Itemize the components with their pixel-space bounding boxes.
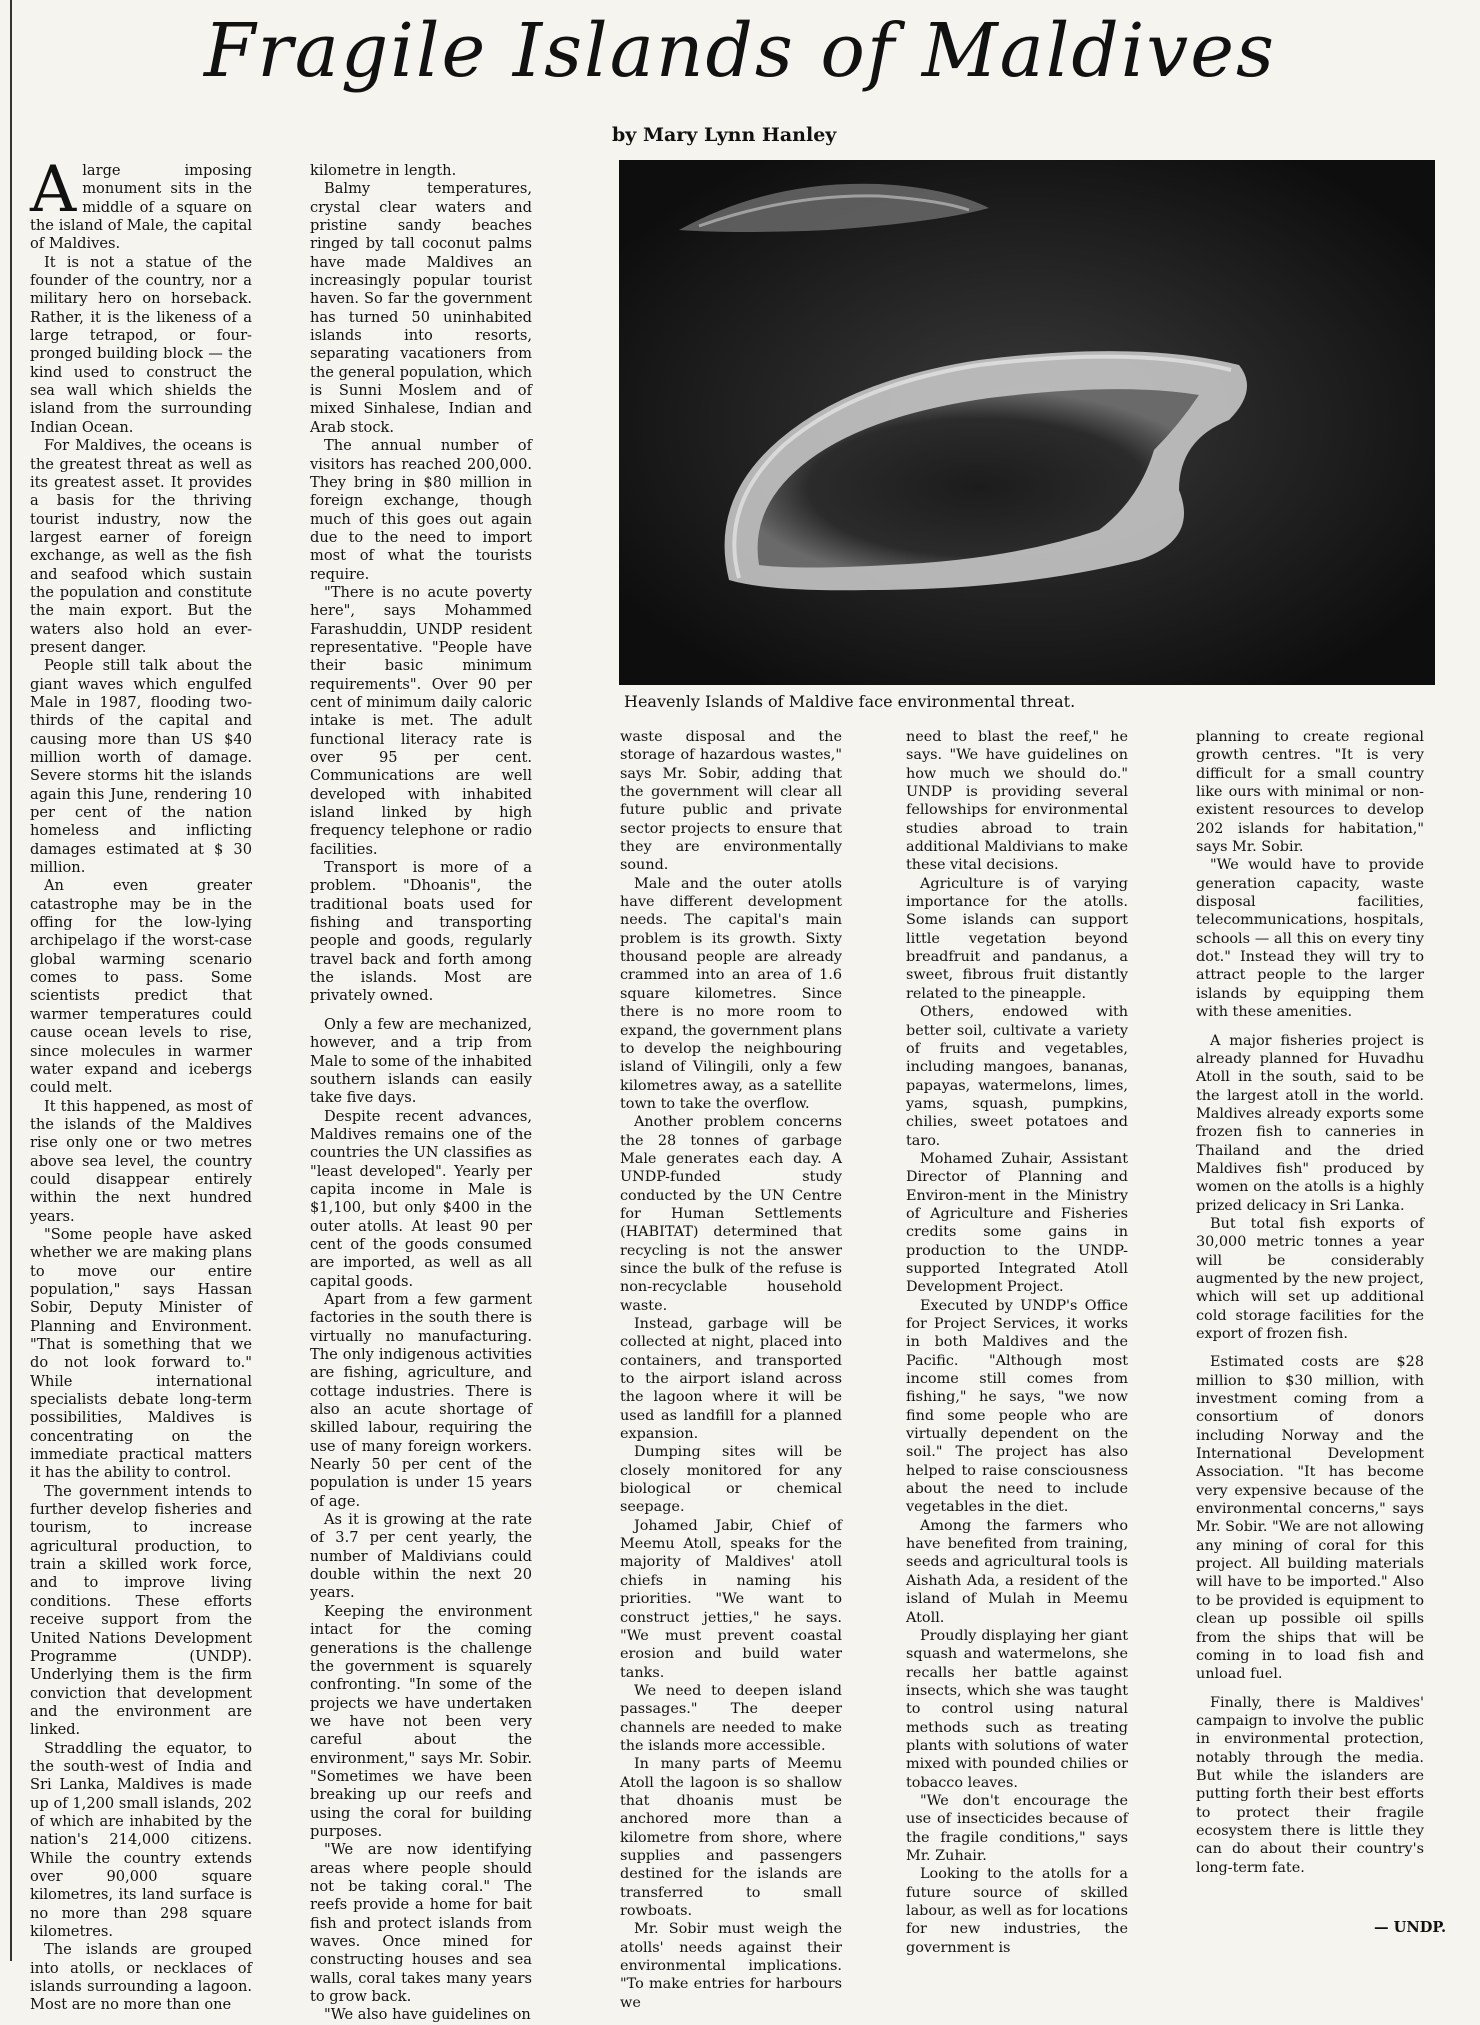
paragraph: "We would have to provide generation capacity, waste disposal facilities, telecommunications, hospitals, schools — all this on every tiny dot." Instead they will try to attract people to the larger islands by equipping them with these amenities. bbox=[1196, 857, 1424, 1021]
byline: by Mary Lynn Hanley bbox=[612, 124, 837, 146]
column-5 bbox=[1196, 728, 1424, 1938]
paragraph: Instead, garbage will be collected at night, placed into containers, and transported to the airport island across the lagoon where it will be used as landfill for a planned expansion. bbox=[620, 1316, 842, 1443]
paragraph: Another problem concerns the 28 tonnes of garbage Male generates each day. A UNDP-funded study conducted by the UN Centre for Human Settlements (HABITAT) determined that recycling is not the answer since the bulk of the refuse is non-recyclable household waste. bbox=[620, 1114, 842, 1314]
drop-cap: A bbox=[30, 153, 77, 227]
paragraph: People still talk about the giant waves which engulfed Male in 1987, flooding two-thirds of the capital and causing more than US $40 million worth of damage. Severe storms hit the islands again this June, rendering 10 per cent of the nation homeless and inflicting damages estimated at $ 30 million. bbox=[30, 657, 252, 877]
column-2 bbox=[310, 162, 532, 2024]
paragraph: Only a few are mechanized, however, and a trip from Male to some of the inhabited southern islands can easily take five days. bbox=[310, 1015, 532, 1107]
paragraph: Mr. Sobir must weigh the atolls' needs against their environmental implications. "To make entries for harbours we bbox=[620, 1921, 842, 2011]
column-1 bbox=[30, 153, 252, 2014]
paragraph: Transport is more of a problem. "Dhoanis", the traditional boats used for fishing and transporting people and goods, regularly travel back and forth among the islands. Most are privately owned. bbox=[310, 859, 532, 1005]
paragraph: For Maldives, the oceans is the greatest threat as well as its greatest asset. It provides a basis for the thriving tourist industry, now the largest earner of foreign exchange, as well as the fish and seafood which sustain the population and constitute the main export. But the waters also hold an ever-present danger. bbox=[30, 437, 252, 656]
paragraph: Finally, there is Maldives' campaign to involve the public in environmental protection, notably through the media. But while the islanders are putting forth their best efforts to protect their fragile ecosystem there is little they can do about their country's long-term fate. bbox=[1196, 1694, 1424, 1876]
paragraph: It is not a statue of the founder of the country, nor a military hero on horseback. Rather, it is the likeness of a large tetrapod, or four-pronged building block — the kind used to construct the sea wall which shields the island from the surrounding Indian Ocean. bbox=[30, 253, 252, 436]
paragraph: Despite recent advances, Maldives remains one of the countries the UN classifies as "least developed". Yearly per capita income in Male is $1,100, but only $400 in the outer atolls. At least 90 per cent of the goods consumed are imported, as well as all capital goods. bbox=[310, 1107, 532, 1290]
atoll-aerial-image bbox=[619, 160, 1435, 685]
paragraph: need to blast the reef," he says. "We have guidelines on how much we should do." UNDP is providing several fellowships for environmental studies abroad to train additional Maldivians to make these vital decisions. bbox=[906, 729, 1128, 874]
paragraph: Dumping sites will be closely monitored for any biological or chemical seepage. bbox=[620, 1444, 842, 1516]
photo-caption: Heavenly Islands of Maldive face environmental threat. bbox=[624, 692, 1076, 711]
paragraph: Executed by UNDP's Office for Project Services, it works in both Maldives and the Pacific. "Although most income still comes from fishing," he says, "we now find some people who are virtually dependent on the soil." The project has also helped to raise consciousness about the need to include vegetables in the diet. bbox=[906, 1297, 1128, 1516]
paragraph: "We also have guidelines on bbox=[324, 2006, 531, 2024]
column-4 bbox=[906, 728, 1128, 1956]
atoll-photo bbox=[619, 160, 1435, 685]
paragraph: Alarge imposing monument sits in the middle of a square on the island of Male, the capital of Maldives. bbox=[30, 153, 252, 253]
paragraph: Estimated costs are $28 million to $30 million, with investment coming from a consortium of donors including Norway and the International Development Association. "It has become very expensive because of the environmental concerns," says Mr. Sobir. "We are not allowing any mining of coral for this project. All building materials will have to be imported." Also to be provided is equipment to clean up possible oil spills from the ships that will be coming in to load fish and unload fuel. bbox=[1196, 1354, 1424, 1683]
paragraph: Keeping the environment intact for the coming generations is the challenge the government is squarely confronting. "In some of the projects we have undertaken we have not been very careful about the environment," says Mr. Sobir. "Sometimes we have been breaking up our reefs and using the coral for building purposes. bbox=[310, 1602, 532, 1840]
paragraph: An even greater catastrophe may be in the offing for the low-lying archipelago if the worst-case global warming scenario comes to pass. Some scientists predict that warmer temperatures could cause ocean levels to rise, since molecules in warmer water expand and icebergs could melt. bbox=[30, 877, 252, 1097]
paragraph: "We don't encourage the use of insecticides because of the fragile conditions," says Mr. Zuhair. bbox=[906, 1792, 1128, 1864]
paragraph: Johamed Jabir, Chief of Meemu Atoll, speaks for the majority of Maldives' atoll chiefs in naming his priorities. "We want to construct jetties," he says. "We must prevent coastal erosion and build water tanks. bbox=[620, 1517, 842, 1681]
paragraph: Mohamed Zuhair, Assistant Director of Planning and Environ-ment in the Ministry of Agriculture and Fisheries credits some gains in production to the UNDP-supported Integrated Atoll Development Project. bbox=[906, 1150, 1128, 1296]
article-title: Fragile Islands of Maldives bbox=[203, 8, 1276, 94]
paragraph: As it is growing at the rate of 3.7 per cent yearly, the number of Maldivians could double within the next 20 years. bbox=[310, 1511, 532, 1602]
paragraph: The government intends to further develop fisheries and tourism, to increase agricultural production, to train a skilled work force, and to improve living conditions. These efforts receive support from the United Nations Development Programme (UNDP). Underlying them is the firm conviction that development and the environment are linked. bbox=[30, 1482, 252, 1739]
paragraph: The islands are grouped into atolls, or necklaces of islands surrounding a lagoon. Most are no more than one bbox=[30, 1941, 252, 2014]
paragraph: Straddling the equator, to the south-west of India and Sri Lanka, Maldives is made up of 1,200 small islands, 202 of which are inhabited by the nation's 214,000 citizens. While the country extends over 90,000 square kilometres, its land surface is no more than 298 square kilometres. bbox=[30, 1739, 252, 1940]
paragraph: But total fish exports of 30,000 metric tonnes a year will be considerably augmented by the new project, which will set up additional cold storage facilities for the export of frozen fish. bbox=[1196, 1215, 1424, 1342]
column-3 bbox=[620, 728, 842, 2011]
paragraph: kilometre in length. bbox=[310, 162, 457, 179]
paragraph: Looking to the atolls for a future source of skilled labour, as well as for locations for new industries, the government is bbox=[906, 1866, 1128, 1956]
paragraph: Agriculture is of varying importance for the atolls. Some islands can support little vegetation beyond breadfruit and pandanus, a sweet, fibrous fruit distantly related to the pineapple. bbox=[906, 875, 1128, 1002]
paragraph: Proudly displaying her giant squash and watermelons, she recalls her battle against insects, which she was taught to control using natural methods such as treating plants with solutions of water mixed with pounded chilies or tobacco leaves. bbox=[906, 1627, 1128, 1791]
paragraph: In many parts of Meemu Atoll the lagoon is so shallow that dhoanis must be anchored more than a kilometre from shore, where supplies and passengers destined for the islands are transferred to small rowboats. bbox=[620, 1756, 842, 1919]
paragraph: Others, endowed with better soil, cultivate a variety of fruits and vegetables, including mangoes, bananas, papayas, watermelons, limes, yams, squash, pumpkins, chilies, sweet potatoes and taro. bbox=[906, 1004, 1128, 1149]
paragraph: Male and the outer atolls have different development needs. The capital's main problem is its growth. Sixty thousand people are already crammed into an area of 1.6 square kilometres. Since there is no more room to expand, the government plans to develop the neighbouring island of Vilingili, only a few kilometres away, as a satellite town to take the overflow. bbox=[620, 875, 842, 1112]
paragraph: Apart from a few garment factories in the south there is virtually no manufacturing. The only indigenous activities are fishing, agriculture, and cottage industries. There is also an acute shortage of skilled labour, requiring the use of many foreign workers. Nearly 50 per cent of the population is under 15 years of age. bbox=[310, 1290, 532, 1510]
article-credit: — UNDP. bbox=[1374, 1919, 1447, 1936]
paragraph: A major fisheries project is already planned for Huvadhu Atoll in the south, said to be the largest atoll in the world. Maldives already exports some frozen fish to canneries in Thailand and the dried Maldives fish" produced by women on the atolls is a highly prized delicacy in Sri Lanka. bbox=[1196, 1032, 1424, 1214]
paragraph: The annual number of visitors has reached 200,000. They bring in $80 million in foreign exchange, though much of this goes out again due to the need to import most of what the tourists require. bbox=[310, 437, 532, 583]
paragraph: "We are now identifying areas where people should not be taking coral." The reefs provide a home for bait fish and protect islands from waves. Once mined for constructing houses and sea walls, coral takes many years to grow back. bbox=[310, 1841, 532, 2006]
paragraph: Among the farmers who have benefited from training, seeds and agricultural tools is Aishath Ada, a resident of the island of Mulah in Meemu Atoll. bbox=[906, 1517, 1128, 1626]
paragraph: We need to deepen island passages." The deeper channels are needed to make the islands more accessible. bbox=[620, 1682, 842, 1754]
paragraph: "There is no acute poverty here", says Mohammed Farashuddin, UNDP resident representative. "People have their basic minimum requirements". Over 90 per cent of minimum daily caloric intake is met. The adult functional literacy rate is over 95 per cent. Communications are well developed with inhabited island linked by high frequency telephone or radio facilities. bbox=[310, 583, 532, 858]
paragraph: planning to create regional growth centres. "It is very difficult for a small country like ours with minimal or non-existent resources to develop 202 islands for habitation," says Mr. Sobir. bbox=[1196, 729, 1424, 856]
paragraph: waste disposal and the storage of hazardous wastes," says Mr. Sobir, adding that the government will clear all future public and private sector projects to ensure that they are environmentally sound. bbox=[620, 729, 842, 874]
paragraph: It this happened, as most of the islands of the Maldives rise only one or two metres above sea level, the country could disappear entirely within the next hundred years. bbox=[30, 1097, 252, 1225]
left-rule bbox=[10, 0, 12, 1961]
paragraph: Balmy temperatures, crystal clear waters and pristine sandy beaches ringed by tall coconut palms have made Maldives an increasingly popular tourist haven. So far the government has turned 50 uninhabited islands into resorts, separating vacationers from the general population, which is Sunni Moslem and of mixed Sinhalese, Indian and Arab stock. bbox=[310, 180, 532, 436]
paragraph: "Some people have asked whether we are making plans to move our entire population," says Hassan Sobir, Deputy Minister of Planning and Environment. "That is something that we do not look forward to." While international specialists debate long-term possibilities, Maldives is concentrating on the immediate practical matters it has the ability to control. bbox=[30, 1225, 252, 1482]
